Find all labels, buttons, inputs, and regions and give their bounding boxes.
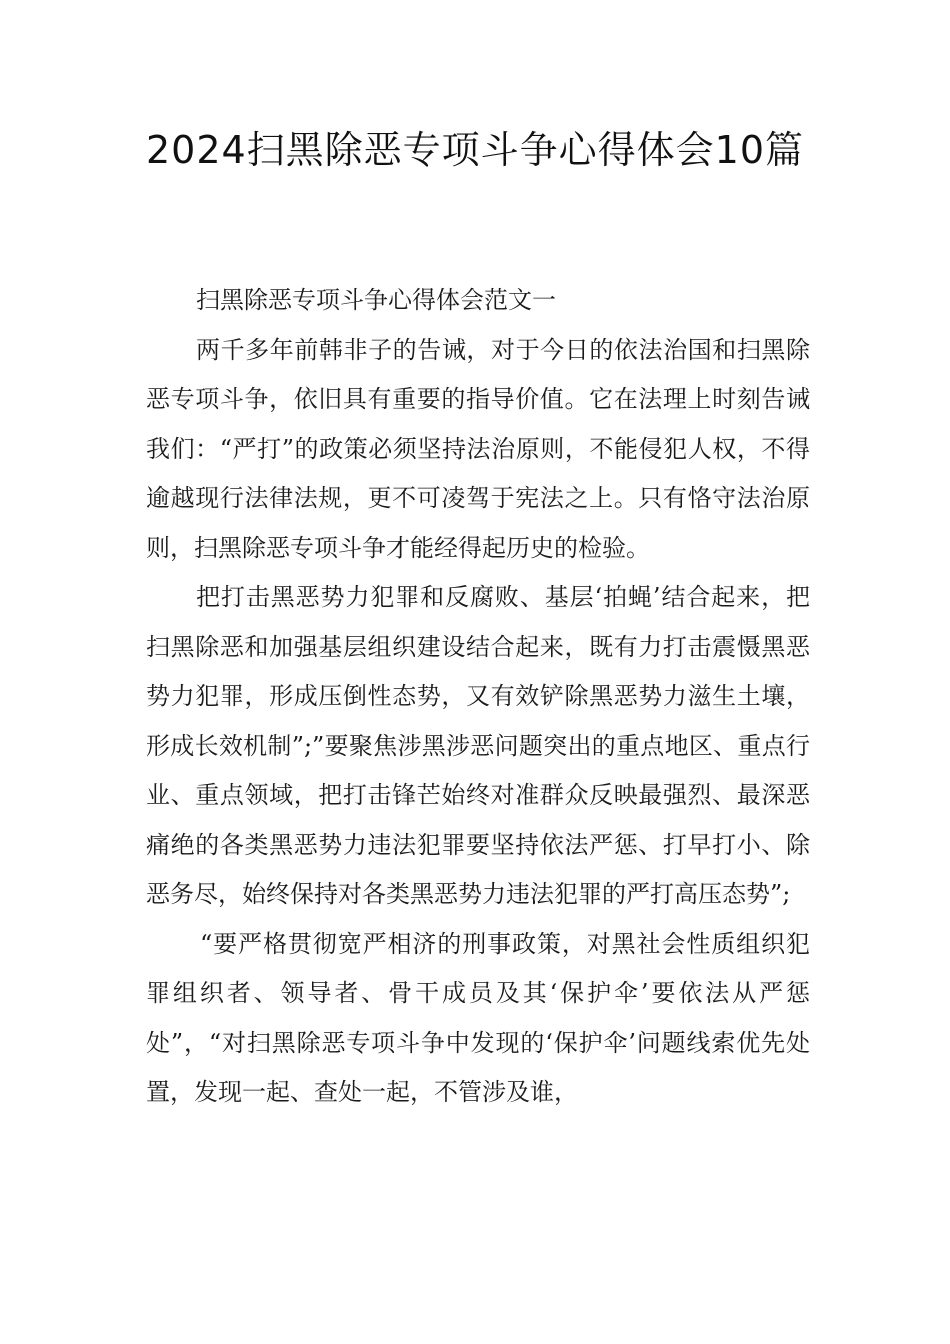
body-paragraph: 把打击黑恶势力犯罪和反腐败、基层‘拍蝇’结合起来，把扫黑除恶和加强基层组织建设结合起来，既有力打击震慑黑恶势力犯罪，形成压倒性态势，又有效铲除黑恶势力滋生土壤，形成长效机制”;”要聚焦涉黑涉恶问题突出的重点地区、重点行业、重点领域，把打击锋芒始终对准群众反映最强烈、最深恶痛绝的各类黑恶势力违法犯罪要坚持依法严惩、打早打小、除恶务尽，始终保持对各类黑恶势力违法犯罪的严打高压态势”; <box>146 583 810 908</box>
document-body <box>146 276 810 1118</box>
body-paragraph: 两千多年前韩非子的告诫，对于今日的依法治国和扫黑除恶专项斗争，依旧具有重要的指导价值。它在法理上时刻告诫我们：“严打”的政策必须坚持法治原则，不能侵犯人权，不得逾越现行法律法规，更不可凌驾于宪法之上。只有恪守法治原则，扫黑除恶专项斗争才能经得起历史的检验。 <box>146 335 810 562</box>
body-paragraph: “要严格贯彻宽严相济的刑事政策，对黑社会性质组织犯罪组织者、领导者、骨干成员及其‘保护伞’要依法从严惩处”，“对扫黑除恶专项斗争中发现的‘保护伞’问题线索优先处置，发现一起、查处一起，不管涉及谁， <box>146 929 810 1106</box>
document-title: 2024扫黑除恶专项斗争心得体会10篇 <box>145 128 805 172</box>
section-heading: 扫黑除恶专项斗争心得体会范文一 <box>196 286 556 314</box>
